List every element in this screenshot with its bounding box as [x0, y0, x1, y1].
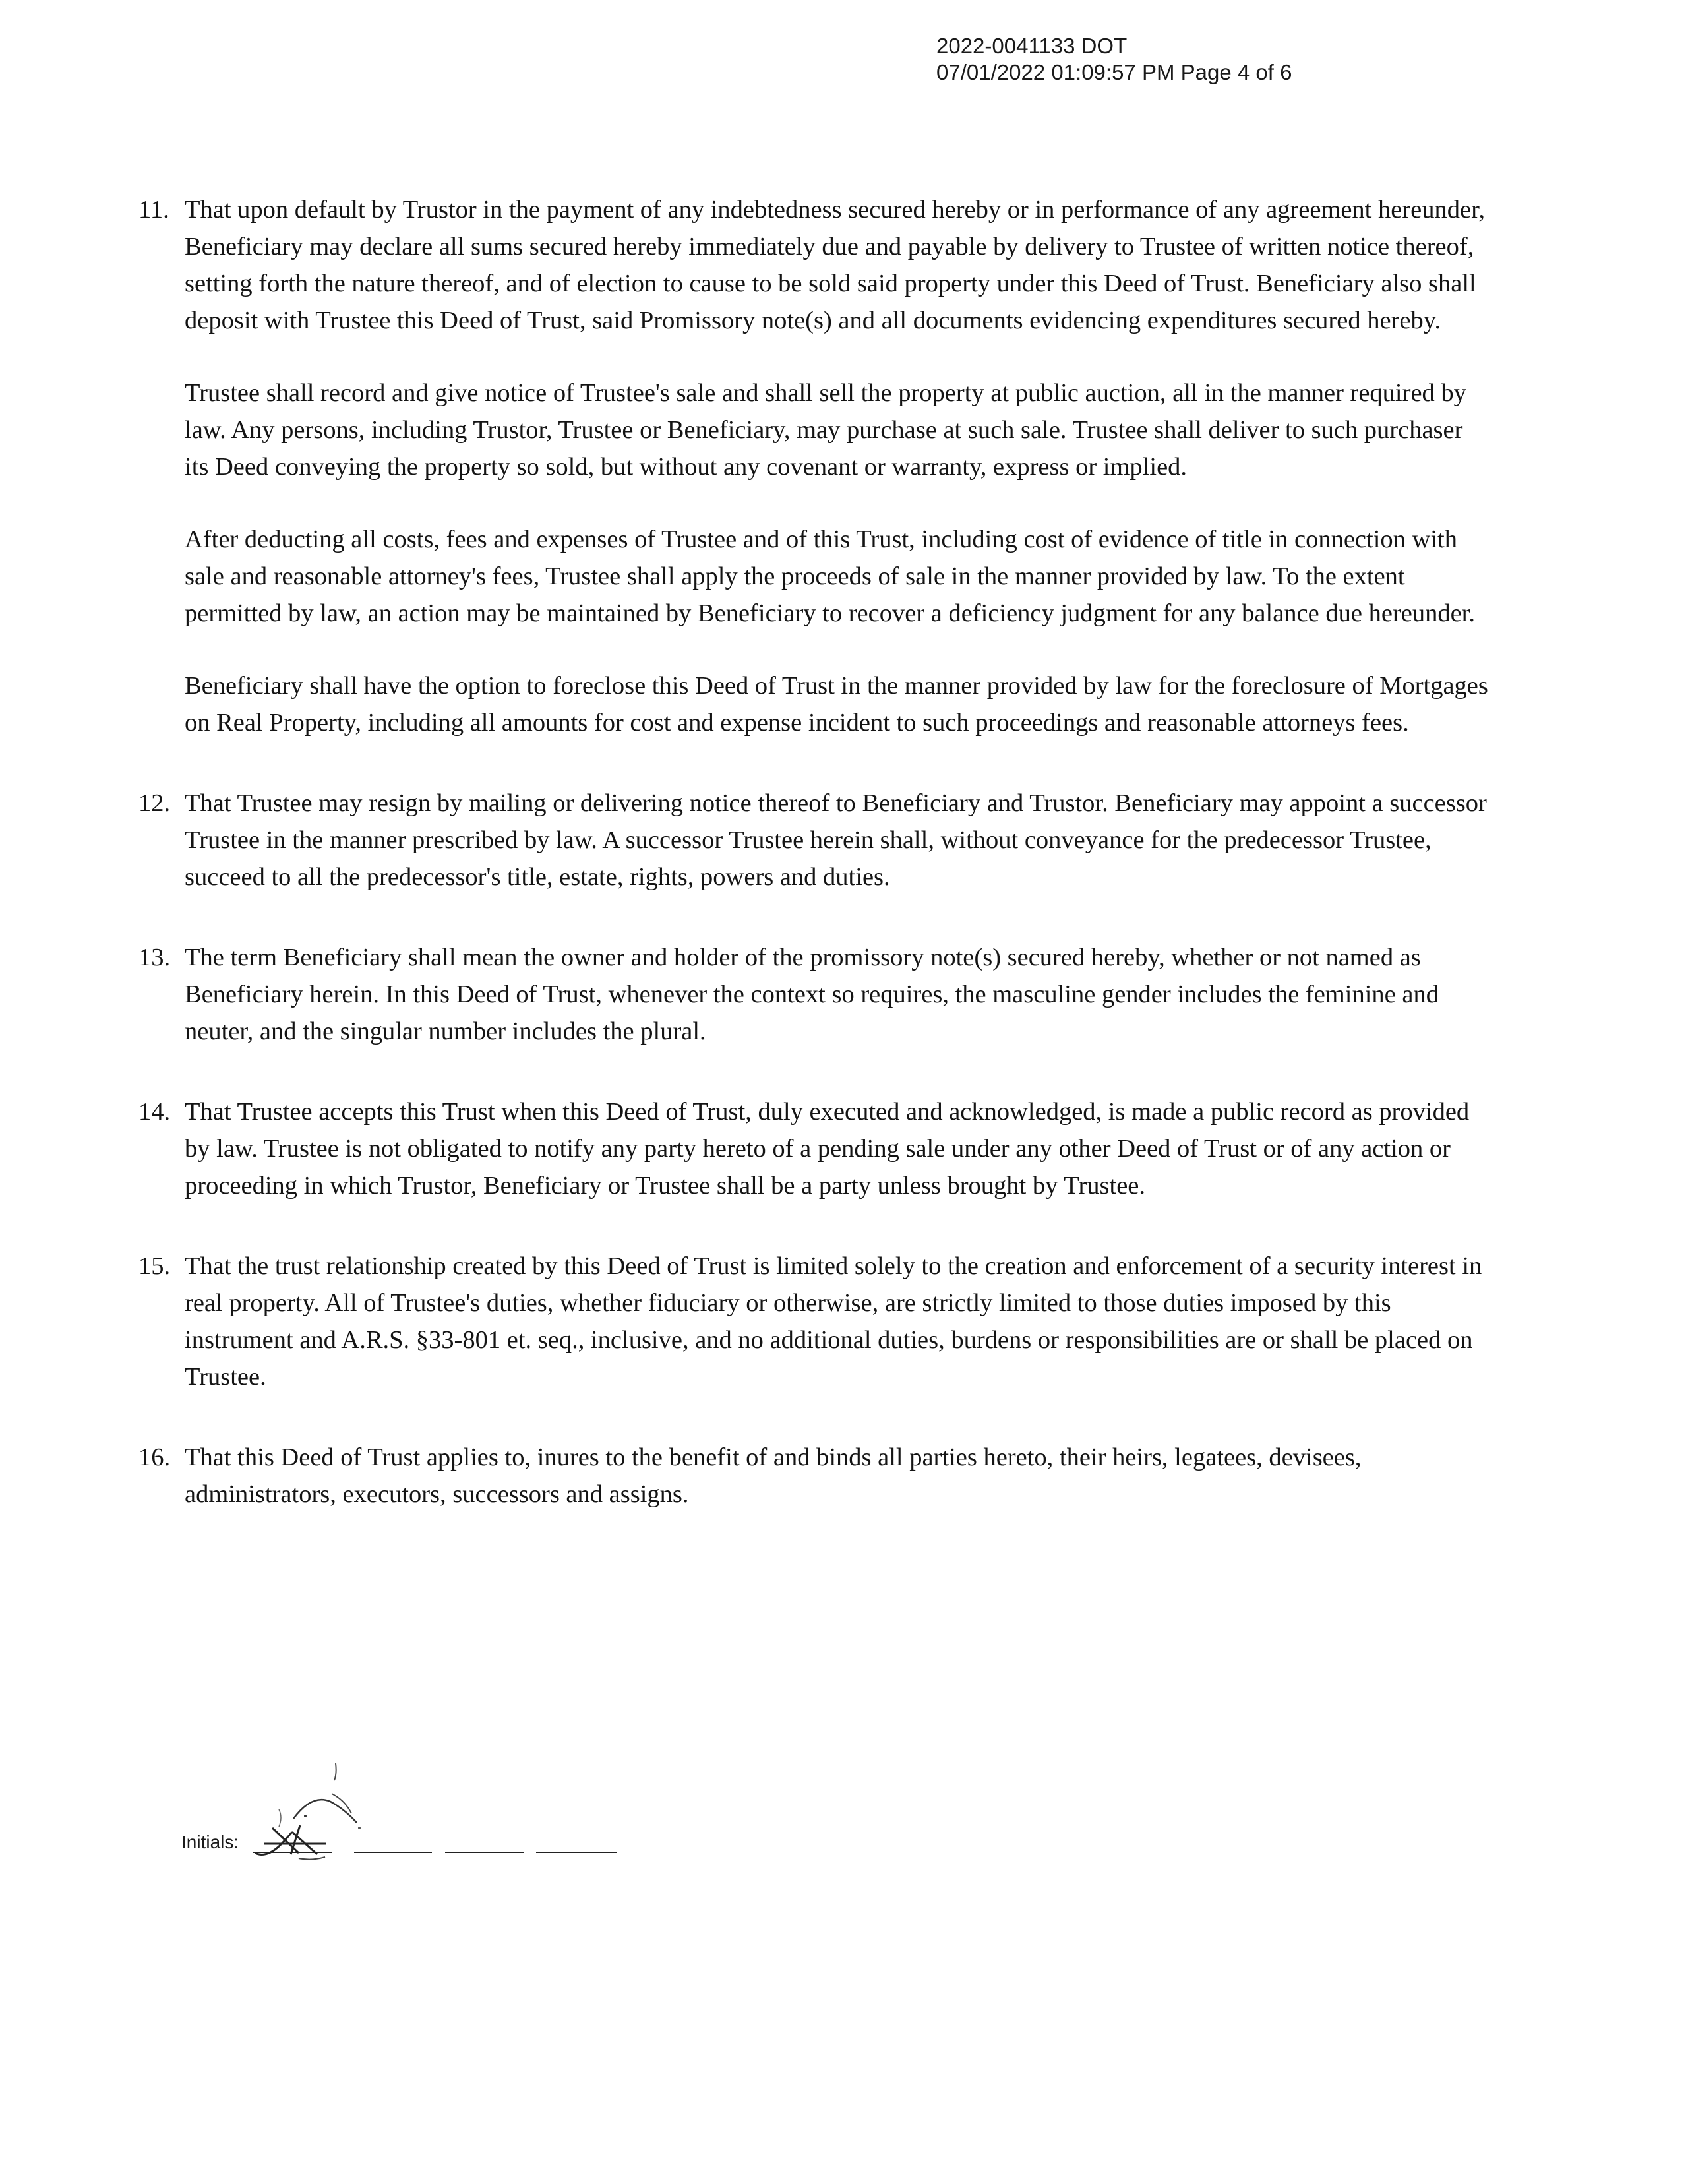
clause-number: 15. [138, 1252, 171, 1280]
clause-paragraph: That upon default by Trustor in the payment of any indebtedness secured hereby or in performance of any agreement hereunder, Beneficiary may declare all sums secured hereby immediately due and payable by delivery to Trustee of written notice thereof, setting forth the nature thereof, and of election to cause to be sold said property under this Deed of Trust. Beneficiary also shall deposit with Trustee this Deed of Trust, said Promissory note(s) and all documents evidencing expenditures secured hereby. [185, 196, 1485, 334]
clause-number: 11. [138, 196, 169, 224]
clause-12 [138, 785, 1490, 895]
clause-paragraph: Trustee shall record and give notice of Trustee's sale and shall sell the property at public auction, all in the manner required by law. Any persons, including Trustor, Trustee or Beneficiary, may purchase at such sale. Trustee shall deliver to such purchaser its Deed conveying the property so sold, but without any covenant or warranty, express or implied. [185, 379, 1466, 481]
clause-paragraph: Beneficiary shall have the option to foreclose this Deed of Trust in the manner provided by law for the foreclosure of Mortgages on Real Property, including all amounts for cost and expense incident to such proceedings and reasonable attorneys fees. [185, 672, 1488, 737]
initials-block [181, 1807, 643, 1866]
clause-number: 13. [138, 944, 171, 971]
recording-timestamp: 07/01/2022 01:09:57 PM Page 4 of 6 [936, 60, 1292, 84]
clause-paragraph: That Trustee may resign by mailing or delivering notice thereof to Beneficiary and Trustor. Beneficiary may appoint a successor Trustee in the manner prescribed by law. A successor Trustee herein shall, without conveyance for the predecessor Trustee, succeed to all the predecessor's title, estate, rights, powers and duties. [185, 789, 1487, 891]
initials-label: Initials: [181, 1832, 239, 1852]
clause-number: 16. [138, 1443, 171, 1471]
initials-line-2 [354, 1852, 432, 1853]
clause-paragraph: That Trustee accepts this Trust when this Deed of Trust, duly executed and acknowledged, is made a public record as provided by law. Trustee is not obligated to notify any party hereto of a pending sale under any other Deed of Trust or of any action or proceeding in which Trustor, Beneficiary or Trustee shall be a party unless brought by Trustee. [185, 1098, 1470, 1199]
clause-13 [138, 939, 1490, 1050]
clause-14 [138, 1093, 1490, 1204]
recording-header [936, 33, 1292, 86]
document-number: 2022-0041133 DOT [936, 34, 1128, 58]
document-body [138, 191, 1490, 1513]
clause-number: 12. [138, 789, 171, 817]
clause-paragraph: After deducting all costs, fees and expenses of Trustee and of this Trust, including cost of evidence of title in connection with sale and reasonable attorney's fees, Trustee shall apply the proceeds of sale in the manner provided by law. To the extent permitted by law, an action may be maintained by Beneficiary to recover a deficiency judgment for any balance due hereunder. [185, 526, 1475, 627]
clause-paragraph: That the trust relationship created by this Deed of Trust is limited solely to the creation and enforcement of a security interest in real property. All of Trustee's duties, whether fiduciary or otherwise, are strictly limited to those duties imposed by this instrument and A.R.S. §33-801 et. seq., inclusive, and no additional duties, burdens or responsibilities are or shall be placed on Trustee. [185, 1252, 1482, 1391]
clause-16 [138, 1439, 1490, 1513]
clause-11 [138, 191, 1490, 339]
clause-number: 14. [138, 1098, 171, 1126]
initials-line-4 [536, 1852, 617, 1853]
initials-line-3 [445, 1852, 524, 1853]
handwritten-initials-signature [253, 1754, 411, 1860]
initials-line-1 [253, 1852, 332, 1853]
clause-paragraph: That this Deed of Trust applies to, inures to the benefit of and binds all parties hereto, their heirs, legatees, devisees, administrators, executors, successors and assigns. [185, 1443, 1362, 1508]
clause-15 [138, 1248, 1490, 1395]
clause-paragraph: The term Beneficiary shall mean the owner and holder of the promissory note(s) secured hereby, whether or not named as Beneficiary herein. In this Deed of Trust, whenever the context so requires, the masculine gender includes the feminine and neuter, and the singular number includes the plural. [185, 944, 1439, 1045]
